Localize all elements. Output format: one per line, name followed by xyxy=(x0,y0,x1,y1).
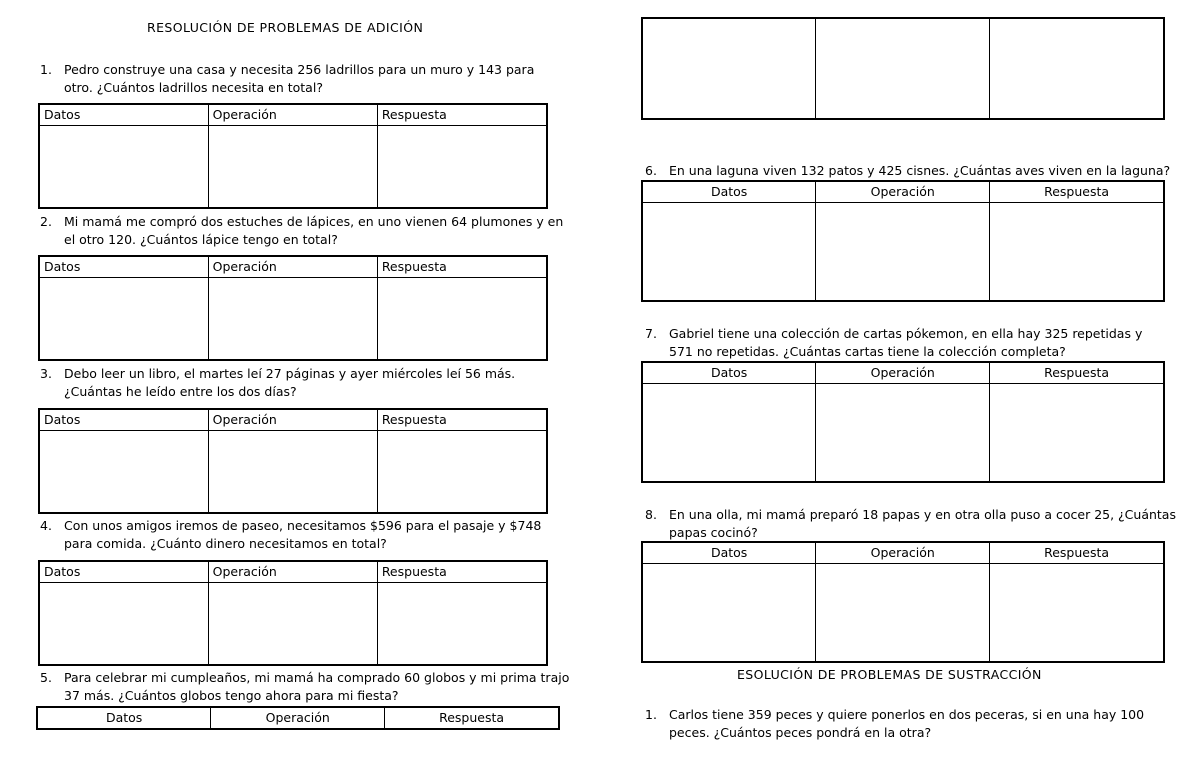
problem-text-line: ¿Cuántas he leído entre los dos días? xyxy=(64,384,297,399)
datos-cell[interactable] xyxy=(39,431,208,514)
answer-table-5-header xyxy=(36,706,560,730)
datos-cell[interactable] xyxy=(39,583,208,666)
datos-cell[interactable] xyxy=(39,278,208,361)
problem-number: 1. xyxy=(645,707,657,722)
header-datos: Datos xyxy=(39,561,208,583)
header-operacion: Operación xyxy=(208,256,377,278)
respuesta-cell[interactable] xyxy=(377,583,547,666)
operacion-cell[interactable] xyxy=(816,384,990,483)
datos-cell[interactable] xyxy=(642,564,816,663)
header-operacion: Operación xyxy=(208,409,377,431)
problem-number: 5. xyxy=(40,670,52,685)
header-operacion: Operación xyxy=(211,707,385,729)
header-datos: Datos xyxy=(642,181,816,203)
header-respuesta: Respuesta xyxy=(377,104,547,126)
operacion-cell[interactable] xyxy=(208,431,377,514)
answer-table-1 xyxy=(38,103,548,209)
datos-cell[interactable] xyxy=(39,126,208,209)
respuesta-cell[interactable] xyxy=(990,203,1164,302)
operacion-cell[interactable] xyxy=(208,126,377,209)
answer-table-7 xyxy=(641,361,1165,483)
header-respuesta: Respuesta xyxy=(990,181,1164,203)
problem-number: 4. xyxy=(40,518,52,533)
problem-text-line: Mi mamá me compró dos estuches de lápices, en uno vienen 64 plumones y en xyxy=(64,214,564,229)
header-respuesta: Respuesta xyxy=(377,409,547,431)
problem-text-line: Debo leer un libro, el martes leí 27 páginas y ayer miércoles leí 56 más. xyxy=(64,366,516,381)
answer-table-3 xyxy=(38,408,548,514)
problem-text-line: 37 más. ¿Cuántos globos tengo ahora para mi fiesta? xyxy=(64,688,399,703)
respuesta-cell[interactable] xyxy=(990,564,1164,663)
header-respuesta: Respuesta xyxy=(990,542,1164,564)
operacion-cell[interactable] xyxy=(816,564,990,663)
header-operacion: Operación xyxy=(816,542,990,564)
problem-text-line: el otro 120. ¿Cuántos lápice tengo en total? xyxy=(64,232,338,247)
problem-text-line: para comida. ¿Cuánto dinero necesitamos en total? xyxy=(64,536,387,551)
operacion-cell[interactable] xyxy=(816,18,990,119)
problem-text-line: peces. ¿Cuántos peces pondrá en la otra? xyxy=(669,725,932,740)
problem-text-line: En una laguna viven 132 patos y 425 cisnes. ¿Cuántas aves viven en la laguna? xyxy=(669,163,1171,178)
header-datos: Datos xyxy=(39,256,208,278)
header-operacion: Operación xyxy=(208,104,377,126)
problem-number: 2. xyxy=(40,214,52,229)
answer-table-5-body xyxy=(641,17,1165,120)
operacion-cell[interactable] xyxy=(208,583,377,666)
respuesta-cell[interactable] xyxy=(990,384,1164,483)
problem-number: 8. xyxy=(645,507,657,522)
respuesta-cell[interactable] xyxy=(377,278,547,361)
header-operacion: Operación xyxy=(816,181,990,203)
problem-text-line: Pedro construye una casa y necesita 256 ladrillos para un muro y 143 para xyxy=(64,62,535,77)
answer-table-6 xyxy=(641,180,1165,302)
respuesta-cell[interactable] xyxy=(377,431,547,514)
operacion-cell[interactable] xyxy=(208,278,377,361)
datos-cell[interactable] xyxy=(642,203,816,302)
datos-cell[interactable] xyxy=(642,384,816,483)
problem-number: 6. xyxy=(645,163,657,178)
header-respuesta: Respuesta xyxy=(385,707,559,729)
problem-text-line: Gabriel tiene una colección de cartas pókemon, en ella hay 325 repetidas y xyxy=(669,326,1143,341)
datos-cell[interactable] xyxy=(642,18,816,119)
problem-text-line: Carlos tiene 359 peces y quiere ponerlos en dos peceras, si en una hay 100 xyxy=(669,707,1145,722)
header-operacion: Operación xyxy=(816,362,990,384)
answer-table-2 xyxy=(38,255,548,361)
header-respuesta: Respuesta xyxy=(377,256,547,278)
problem-text-line: 571 no repetidas. ¿Cuántas cartas tiene la colección completa? xyxy=(669,344,1066,359)
header-datos: Datos xyxy=(642,362,816,384)
header-datos: Datos xyxy=(37,707,211,729)
subtraction-title: ESOLUCIÓN DE PROBLEMAS DE SUSTRACCIÓN xyxy=(737,667,1042,682)
answer-table-8 xyxy=(641,541,1165,663)
header-respuesta: Respuesta xyxy=(377,561,547,583)
problem-text-line: En una olla, mi mamá preparó 18 papas y en otra olla puso a cocer 25, ¿Cuántas xyxy=(669,507,1176,522)
problem-text-line: papas cocinó? xyxy=(669,525,758,540)
header-datos: Datos xyxy=(642,542,816,564)
header-operacion: Operación xyxy=(208,561,377,583)
addition-title: RESOLUCIÓN DE PROBLEMAS DE ADICIÓN xyxy=(147,20,424,35)
header-datos: Datos xyxy=(39,409,208,431)
problem-number: 3. xyxy=(40,366,52,381)
problem-text-line: Con unos amigos iremos de paseo, necesitamos $596 para el pasaje y $748 xyxy=(64,518,542,533)
header-respuesta: Respuesta xyxy=(990,362,1164,384)
respuesta-cell[interactable] xyxy=(990,18,1164,119)
problem-number: 1. xyxy=(40,62,52,77)
header-datos: Datos xyxy=(39,104,208,126)
problem-number: 7. xyxy=(645,326,657,341)
answer-table-4 xyxy=(38,560,548,666)
respuesta-cell[interactable] xyxy=(377,126,547,209)
operacion-cell[interactable] xyxy=(816,203,990,302)
problem-text-line: otro. ¿Cuántos ladrillos necesita en total? xyxy=(64,80,323,95)
problem-text-line: Para celebrar mi cumpleaños, mi mamá ha comprado 60 globos y mi prima trajo xyxy=(64,670,570,685)
